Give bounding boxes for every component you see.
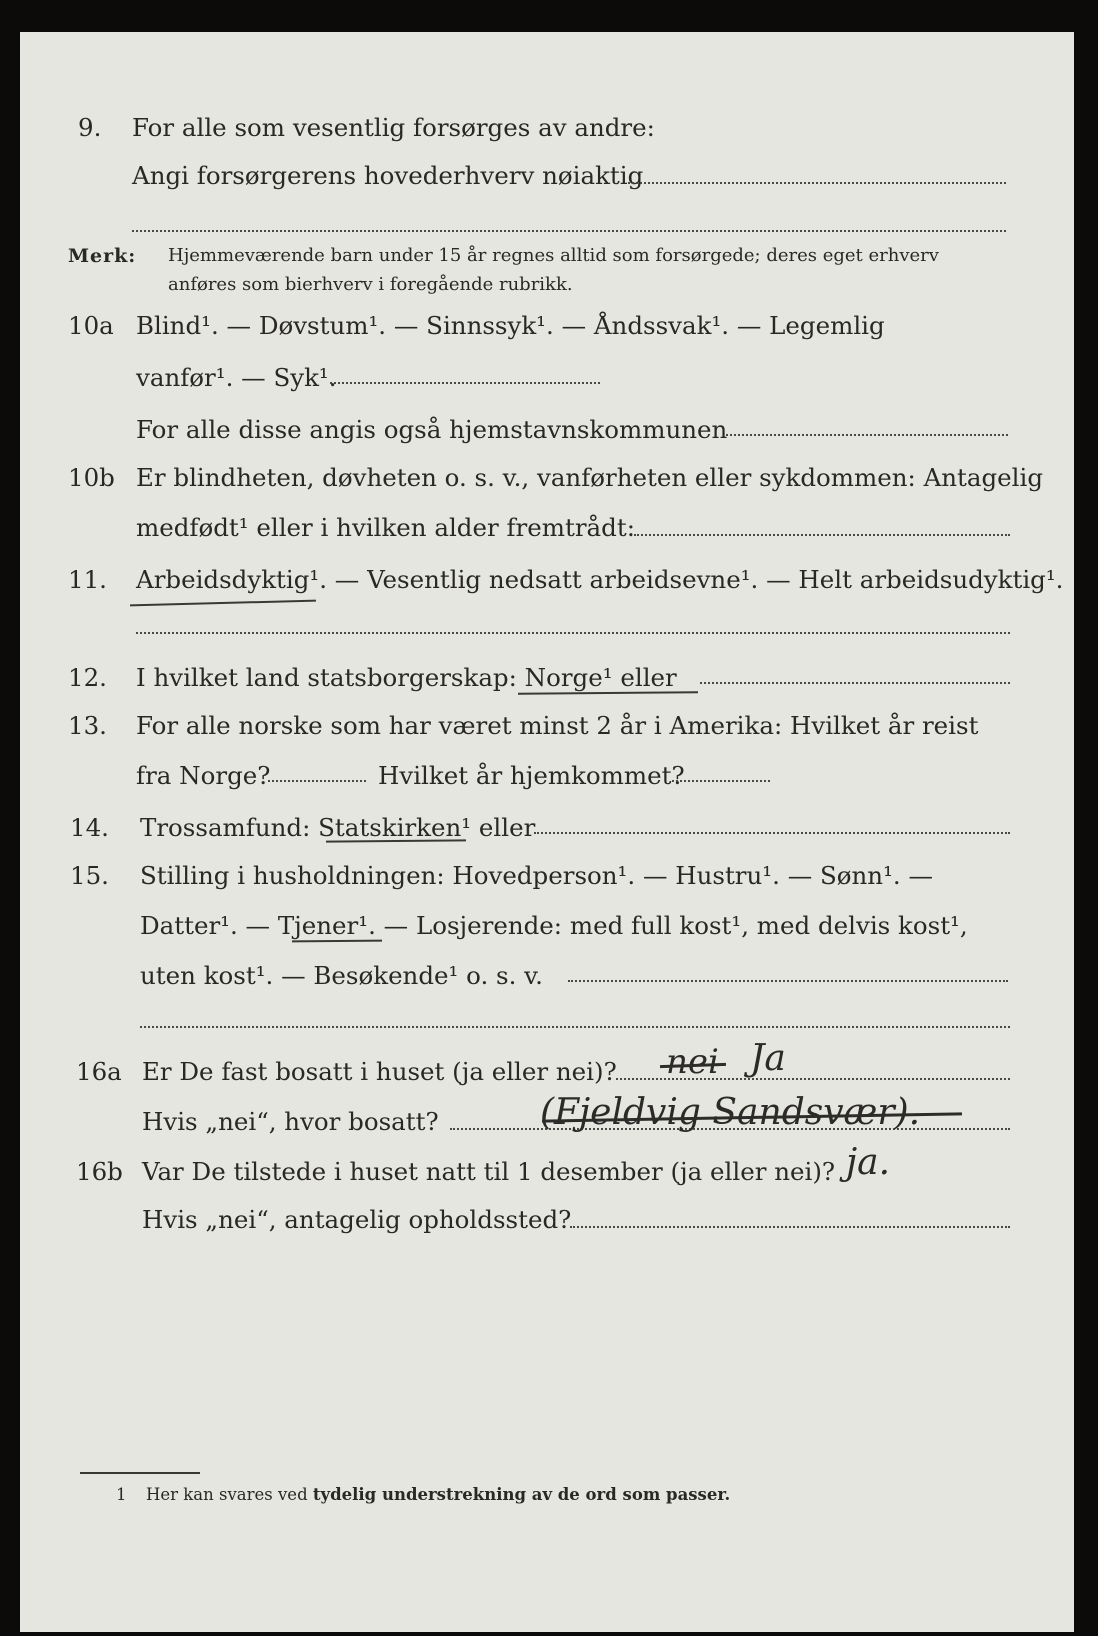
q16a-handwritten-answer-1: nei [666,1042,719,1082]
q12-line1: I hvilket land statsborgerskap: Norge¹ eller [136,663,677,692]
q10a-line3: For alle disse angis også hjemstavnskommunen [136,415,728,444]
q15-line1: Stilling i husholdningen: Hovedperson¹. — Hustru¹. — Sønn¹. — [140,861,933,890]
q10a-answer-line-2[interactable] [726,434,1008,436]
q16a-line1: Er De fast bosatt i huset (ja eller nei)? [142,1057,617,1086]
q16a-handwritten-answer-2: Ja [750,1038,786,1079]
q13-answer-line-1[interactable] [268,780,366,782]
q13-number: 13. [68,711,107,740]
q16b-answer-line[interactable] [570,1226,1010,1228]
q12-number: 12. [68,663,107,692]
q10a-number: 10a [68,311,114,340]
q16b-number: 16b [76,1157,123,1186]
q12-handwritten-underline [518,691,698,695]
footnote-text-plain: Her kan svares ved [146,1485,313,1504]
q11-handwritten-underline [130,600,316,607]
census-form-page [20,32,1074,1632]
merk-line2: anføres som bierhverv i foregående rubrikk. [168,274,573,295]
q16a-line2: Hvis „nei“, hvor bosatt? [142,1107,439,1136]
footnote-text-bold: tydelig understrekning av de ord som passer. [312,1485,731,1504]
q16b-handwritten-answer: ja. [846,1142,891,1183]
q10b-line2: medfødt¹ eller i hvilken alder fremtrådt: [136,513,635,542]
q15-number: 15. [70,861,109,890]
q15-line3: uten kost¹. — Besøkende¹ o. s. v. [140,961,543,990]
q9-line1: For alle som vesentlig forsørges av andre: [132,113,655,142]
q10b-number: 10b [68,463,115,492]
merk-label: Merk: [68,245,137,267]
q14-handwritten-underline [326,839,466,842]
q14-line1: Trossamfund: Statskirken¹ eller [140,813,536,842]
q11-line1: Arbeidsdyktig¹. — Vesentlig nedsatt arbeidsevne¹. — Helt arbeidsudyktig¹. [136,565,1064,594]
footnote-marker: 1 [116,1485,127,1504]
q12-answer-line[interactable] [700,682,1010,684]
q15-handwritten-underline [292,940,382,943]
q15-answer-line[interactable] [568,980,1008,982]
q16a-handwritten-place: (Fjeldvig Sandsvær). [540,1092,921,1133]
q9-answer-line-2[interactable] [132,230,1006,232]
q15-answer-line-2[interactable] [140,1026,1010,1028]
q13-line1: For alle norske som har været minst 2 år i Amerika: Hvilket år reist [136,711,979,740]
q13-answer-line-2[interactable] [672,780,770,782]
merk-line1: Hjemmeværende barn under 15 år regnes alltid som forsørgede; deres eget erhverv [168,245,939,266]
q11-answer-line[interactable] [136,632,1010,634]
q10a-line1: Blind¹. — Døvstum¹. — Sinnssyk¹. — Åndssvak¹. — Legemlig [136,311,885,340]
footnote-text [146,1487,730,1504]
q14-number: 14. [70,813,109,842]
q10b-line1: Er blindheten, døvheten o. s. v., vanførheten eller sykdommen: Antagelig [136,463,1044,492]
q13-line2a: fra Norge? [136,761,271,790]
footnote-rule [80,1472,200,1474]
q9-line2: Angi forsørgerens hovederhverv nøiaktig [132,161,644,190]
q10a-line2: vanfør¹. — Syk¹. [136,363,337,392]
q16b-line1: Var De tilstede i huset natt til 1 desember (ja eller nei)? [142,1157,836,1186]
q10b-answer-line[interactable] [634,534,1010,536]
q9-answer-line[interactable] [628,182,1006,184]
q13-line2b: Hvilket år hjemkommet? [378,761,685,790]
q16b-line2: Hvis „nei“, antagelig opholdssted? [142,1205,572,1234]
q14-answer-line[interactable] [534,832,1010,834]
q9-number: 9. [78,113,102,142]
q11-number: 11. [68,565,107,594]
q15-line2: Datter¹. — Tjener¹. — Losjerende: med full kost¹, med delvis kost¹, [140,911,968,940]
q10a-answer-line[interactable] [330,382,600,384]
q16a-number: 16a [76,1057,122,1086]
